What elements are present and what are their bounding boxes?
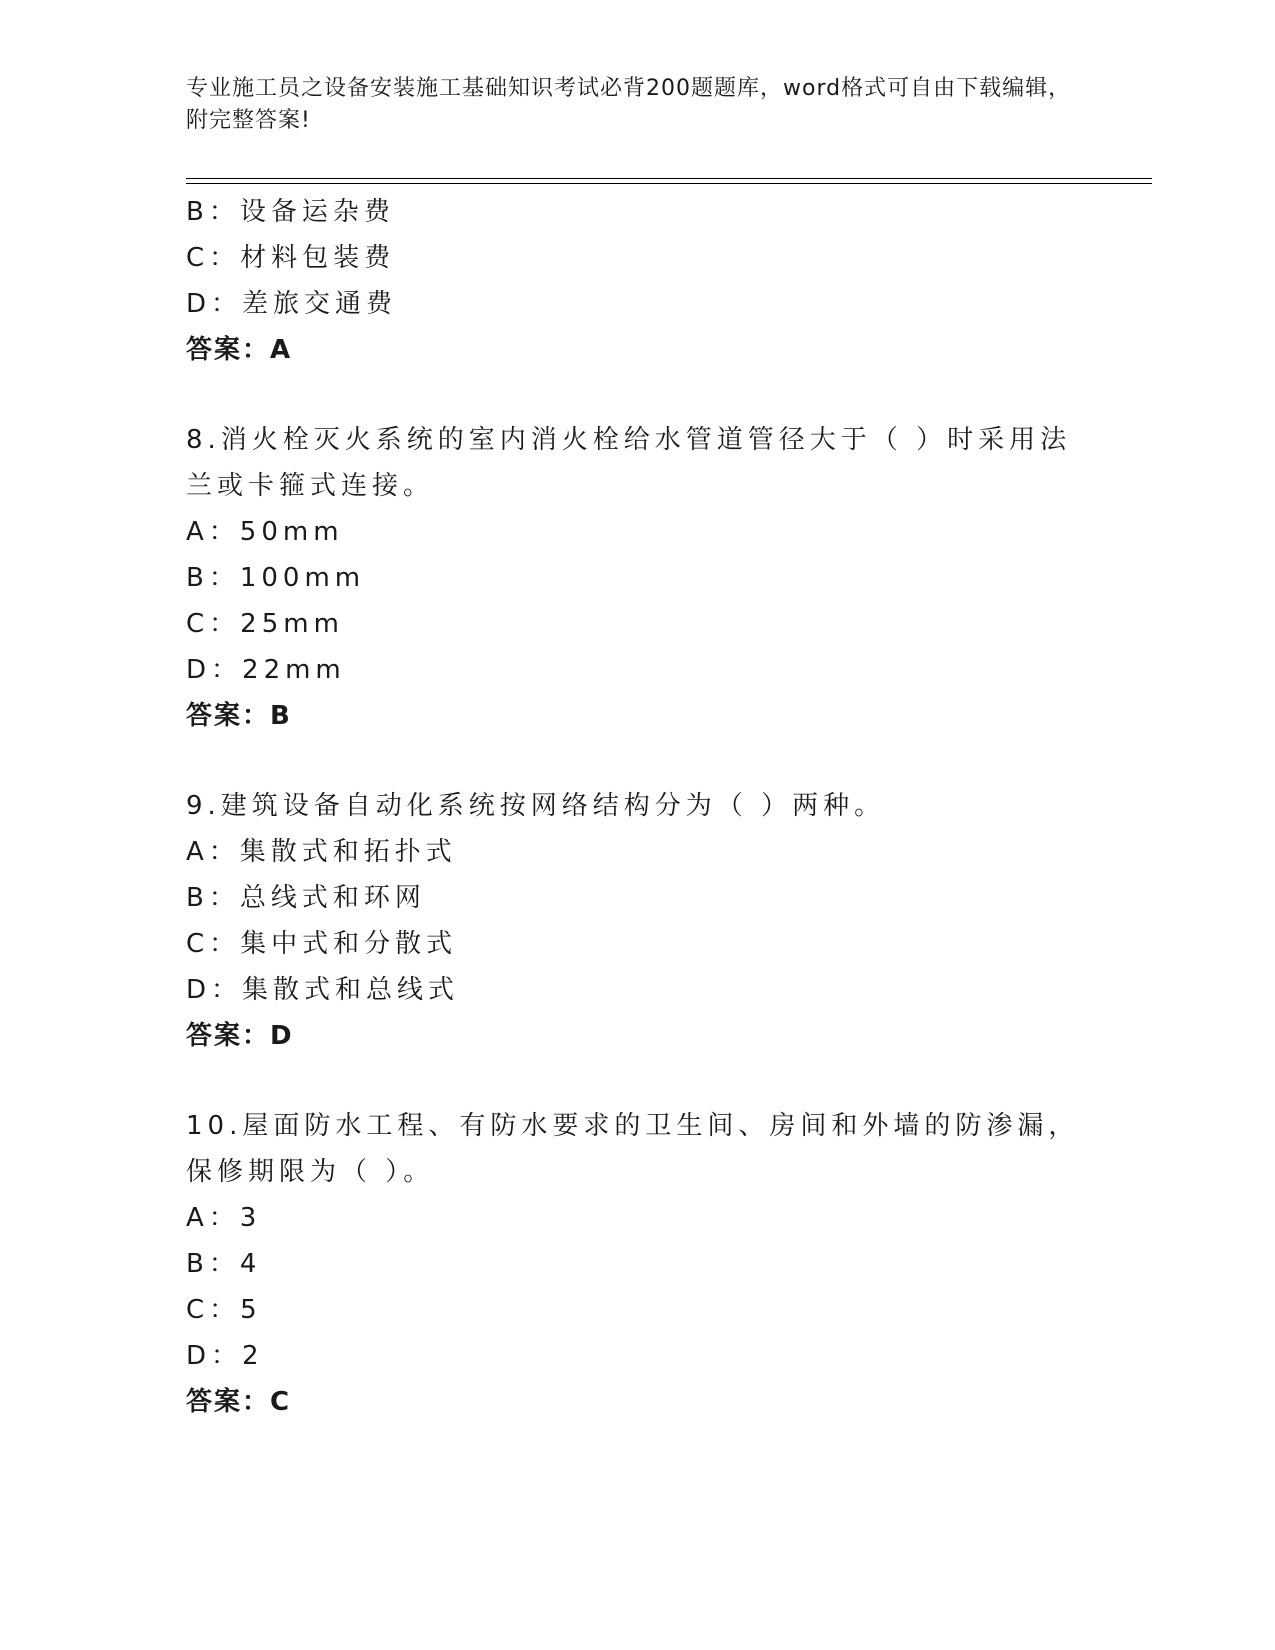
option-c: C：25mm [186,609,344,639]
document-header: 专业施工员之设备安装施工基础知识考试必背200题题库，word格式可自由下载编辑，附完整答案! [186,76,1072,133]
option-c: C：集中式和分散式 [186,929,458,959]
option-d: D：2 [186,1341,264,1371]
option-d: D：集散式和总线式 [186,975,460,1005]
answer-line: 答案：D [186,1021,294,1051]
question-block-10 [186,1103,1086,1425]
question-text: 10.屋面防水工程、有防水要求的卫生间、房间和外墙的防渗漏，保修期限为（ ）。 [186,1111,1080,1187]
answer-line: 答案：A [186,335,293,365]
answer-line: 答案：B [186,701,292,731]
option-b: B：100mm [186,563,366,593]
option-d: D：差旅交通费 [186,289,398,319]
option-a: A：3 [186,1203,262,1233]
answer-line: 答案：C [186,1387,292,1417]
question-block-8 [186,417,1086,739]
question-text: 9.建筑设备自动化系统按网络结构分为（ ）两种。 [186,791,886,821]
option-a: A：集散式和拓扑式 [186,837,457,867]
option-c: C：5 [186,1295,262,1325]
option-d: D：22mm [186,655,346,685]
option-b: B：总线式和环网 [186,883,426,913]
question-block-9 [186,783,1086,1059]
question-text: 8.消火栓灭火系统的室内消火栓给水管道管径大于（ ）时采用法兰或卡箍式连接。 [186,425,1072,501]
header-divider-top [186,178,1152,179]
document-body [186,189,1086,1425]
previous-question-block [186,189,1086,373]
option-b: B：设备运杂费 [186,197,395,227]
option-a: A：50mm [186,517,344,547]
option-c: C：材料包装费 [186,243,396,273]
option-b: B：4 [186,1249,262,1279]
header-divider-bottom [186,183,1152,184]
